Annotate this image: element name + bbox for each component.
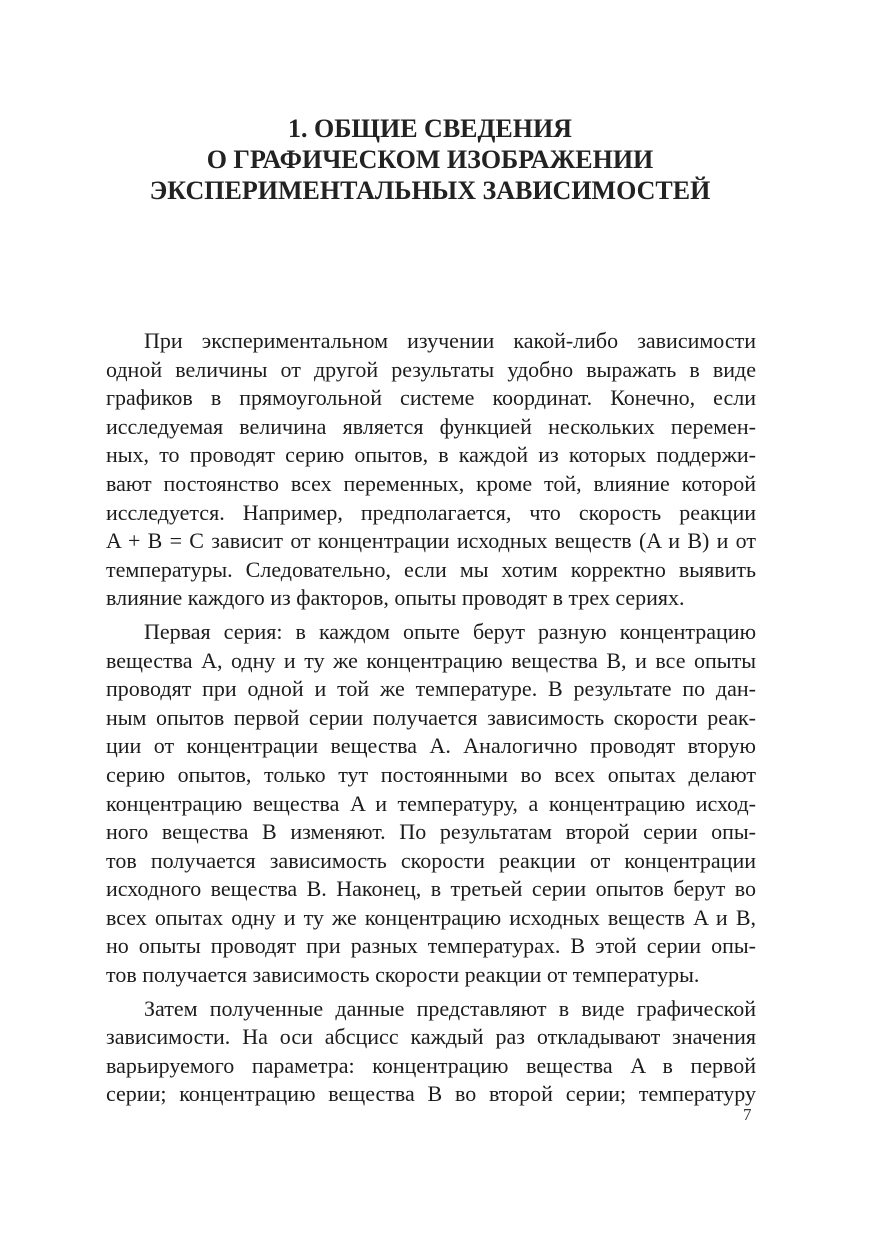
paragraph-line: исходного вещества B. Наконец, в третьей серии опытов берут во xyxy=(106,876,756,902)
paragraph-line: всех опытах одну и ту же концентрацию исходных веществ A и B, xyxy=(106,904,756,930)
paragraph-line: Затем полученные данные представляют в виде графической xyxy=(144,995,756,1021)
paragraph-line: влияние каждого из факторов, опыты проводят в трех сериях. xyxy=(106,585,685,611)
paragraph-line: A + B = C зависит от концентрации исходных веществ (A и B) и от xyxy=(106,528,756,554)
paragraph-line: ным опытов первой серии получается зависимость скорости реак- xyxy=(106,704,756,730)
paragraph-line: тов получается зависимость скорости реакции от концентрации xyxy=(106,847,756,873)
paragraph-line: ции от концентрации вещества A. Аналогично проводят вторую xyxy=(106,733,756,759)
body-text xyxy=(106,327,756,1114)
chapter-heading-line-2: О ГРАФИЧЕСКОМ ИЗОБРАЖЕНИИ xyxy=(206,145,654,174)
chapter-heading-line-1: 1. ОБЩИЕ СВЕДЕНИЯ xyxy=(288,114,572,143)
paragraph-line: температуры. Следовательно, если мы хотим корректно выявить xyxy=(106,556,756,582)
paragraph-line: вают постоянство всех переменных, кроме той, влияние которой xyxy=(106,470,756,496)
chapter-heading xyxy=(100,113,760,206)
paragraph-line: концентрацию вещества A и температуру, а концентрацию исход- xyxy=(106,790,756,816)
paragraph-line: ного вещества B изменяют. По результатам второй серии опы- xyxy=(106,819,756,845)
page-number: 7 xyxy=(743,1105,752,1124)
paragraph-line: одной величины от другой результаты удобно выражать в виде xyxy=(106,356,756,382)
paragraph-line: но опыты проводят при разных температурах. В этой серии опы- xyxy=(106,933,756,959)
paragraph-line: При экспериментальном изучении какой-либо зависимости xyxy=(144,328,756,353)
paragraph-line: исследуемая величина является функцией нескольких перемен- xyxy=(106,413,756,439)
paragraph-line: проводят при одной и той же температуре. В результате по дан- xyxy=(106,676,756,702)
paragraph-line: серию опытов, только тут постоянными во всех опытах делают xyxy=(106,761,756,787)
paragraph-line: тов получается зависимость скорости реакции от температуры. xyxy=(106,962,700,988)
paragraph-3 xyxy=(106,995,756,1109)
paragraph-1 xyxy=(106,327,756,613)
paragraph-line: ных, то проводят серию опытов, в каждой из которых поддержи- xyxy=(106,442,756,468)
paragraph-line: вещества A, одну и ту же концентрацию вещества B, и все опыты xyxy=(106,647,756,673)
paragraph-line: графиков в прямоугольной системе координат. Конечно, если xyxy=(106,385,756,411)
paragraph-line: зависимости. На оси абсцисс каждый раз откладывают значения xyxy=(106,1024,756,1050)
paragraph-line: исследуется. Например, предполагается, что скорость реакции xyxy=(106,499,756,525)
chapter-heading-line-3: ЭКСПЕРИМЕНТАЛЬНЫХ ЗАВИСИМОСТЕЙ xyxy=(149,176,711,205)
paragraph-line: Первая серия: в каждом опыте берут разную концентрацию xyxy=(144,618,756,644)
paragraph-2 xyxy=(106,618,756,990)
paragraph-line: варьируемого параметра: концентрацию вещества A в первой xyxy=(106,1052,756,1078)
paragraph-line: серии; концентрацию вещества B во второй серии; температуру xyxy=(106,1081,756,1107)
